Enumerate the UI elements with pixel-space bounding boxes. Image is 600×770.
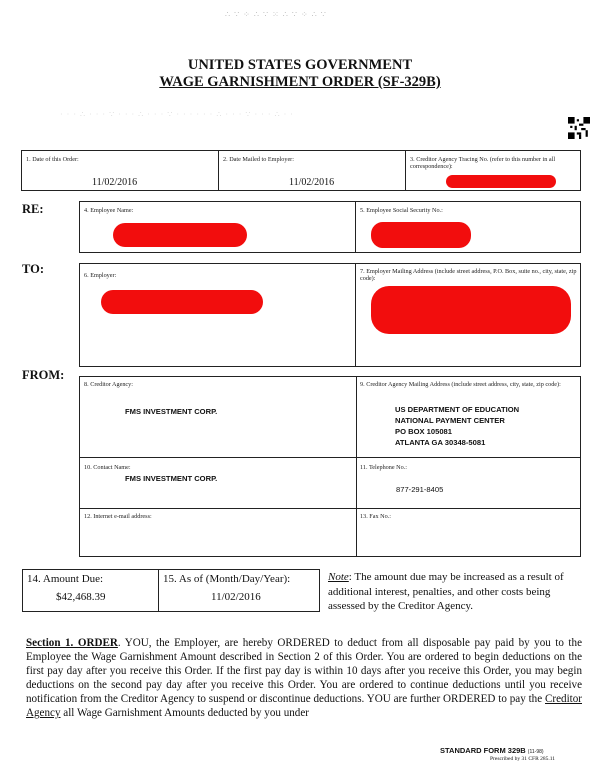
employer-box: 6. Employer: <box>79 263 356 367</box>
as-of-date-value: 11/02/2016 <box>211 591 261 603</box>
tracing-number-box: 3. Creditor Agency Tracing No. (refer to this number in all correspondence): <box>405 150 581 191</box>
employee-name-box: 4. Employee Name: <box>79 201 356 253</box>
section-1-order-text: Section 1. ORDER. YOU, the Employer, are hereby ORDERED to deduct from all disposable pay paid by you to the Employee the Wage Garnishment Amount described in Section 2 of this Order. You are ordered to begin deductions on the first pay day after you receive this Order. If the first pay day is within 10 days after you receive this Order, you may begin deductions on the second pay day after you receive this Order. You are ordered to continue deductions until you receive notification from the Creditor Agency to suspend or discontinue deductions. YOU are further ORDERED to pay the Creditor Agency all Wage Garnishment Amounts deducted by you under <box>26 637 582 719</box>
amount-due-box: 14. Amount Due: $42,468.39 <box>22 569 159 612</box>
scan-noise-top: ∴ ∵ ⁘ ∴ ∵ ⁙ ∴ ∵ ⁘ ∴ ∵ <box>225 10 327 19</box>
employee-ssn-box: 5. Employee Social Security No.: <box>355 201 581 253</box>
redacted-employee-ssn <box>371 222 471 248</box>
form-title-line2: WAGE GARNISHMENT ORDER (SF-329B) <box>159 74 441 90</box>
from-box: 8. Creditor Agency: FMS INVESTMENT CORP. 9. Creditor Agency Mailing Address (include street address, city, state, zip code): US DEPARTMENT OF EDUCATION NATIONAL PAYMENT CENTER PO BOX 105081 ATLANTA GA 30348-5081 10. Contact Name: FMS INVESTMENT CORP. 11. Telephone No.: 877-291-8405 12. Internet e-mail address: 13. Fax No.: <box>79 376 581 557</box>
creditor-address-line3: PO BOX 105081 <box>395 427 452 436</box>
date-mailed-value: 11/02/2016 <box>289 177 335 188</box>
creditor-address-line4: ATLANTA GA 30348-5081 <box>395 438 486 447</box>
from-label: FROM: <box>22 368 65 382</box>
to-label: TO: <box>22 262 44 276</box>
employer-address-box: 7. Employer Mailing Address (include street address, P.O. Box, suite no., city, state, zip code): <box>355 263 581 367</box>
form-title-line1: UNITED STATES GOVERNMENT <box>187 57 413 73</box>
redacted-employer-name <box>101 290 263 314</box>
contact-name-value: FMS INVESTMENT CORP. <box>125 474 218 483</box>
date-mailed-box: 2. Date Mailed to Employer: 11/02/2016 <box>218 150 406 191</box>
redacted-tracing-number <box>446 175 556 188</box>
telephone-value: 877-291-8405 <box>396 485 444 494</box>
form-number: STANDARD FORM 329B (11-98) <box>440 746 544 755</box>
amount-note: Note: The amount due may be increased as a result of additional interest, penalties, and other costs being assessed by the Creditor Agency. <box>328 571 564 612</box>
as-of-date-box: 15. As of (Month/Day/Year): 11/02/2016 <box>158 569 320 612</box>
amount-due-value: $42,468.39 <box>56 591 106 603</box>
re-label: RE: <box>22 202 44 216</box>
prescribed-by: Prescribed by 31 CFR 285.11 <box>490 756 556 762</box>
date-of-order-value: 11/02/2016 <box>92 177 138 188</box>
scan-noise-mid: · · · ∴ · · · ∵ · · · ∴ · · · ∵ · · · · · · ∴ · · · ∵ · · · ∴ · · <box>60 110 294 119</box>
creditor-address-line1: US DEPARTMENT OF EDUCATION <box>395 405 520 414</box>
creditor-address-line2: NATIONAL PAYMENT CENTER <box>395 416 505 425</box>
creditor-agency-value: FMS INVESTMENT CORP. <box>125 407 218 416</box>
date-of-order-box: 1. Date of this Order: 11/02/2016 <box>21 150 219 191</box>
redacted-employer-address <box>371 286 571 334</box>
qr-code-icon <box>568 117 590 139</box>
redacted-employee-name <box>113 223 247 247</box>
